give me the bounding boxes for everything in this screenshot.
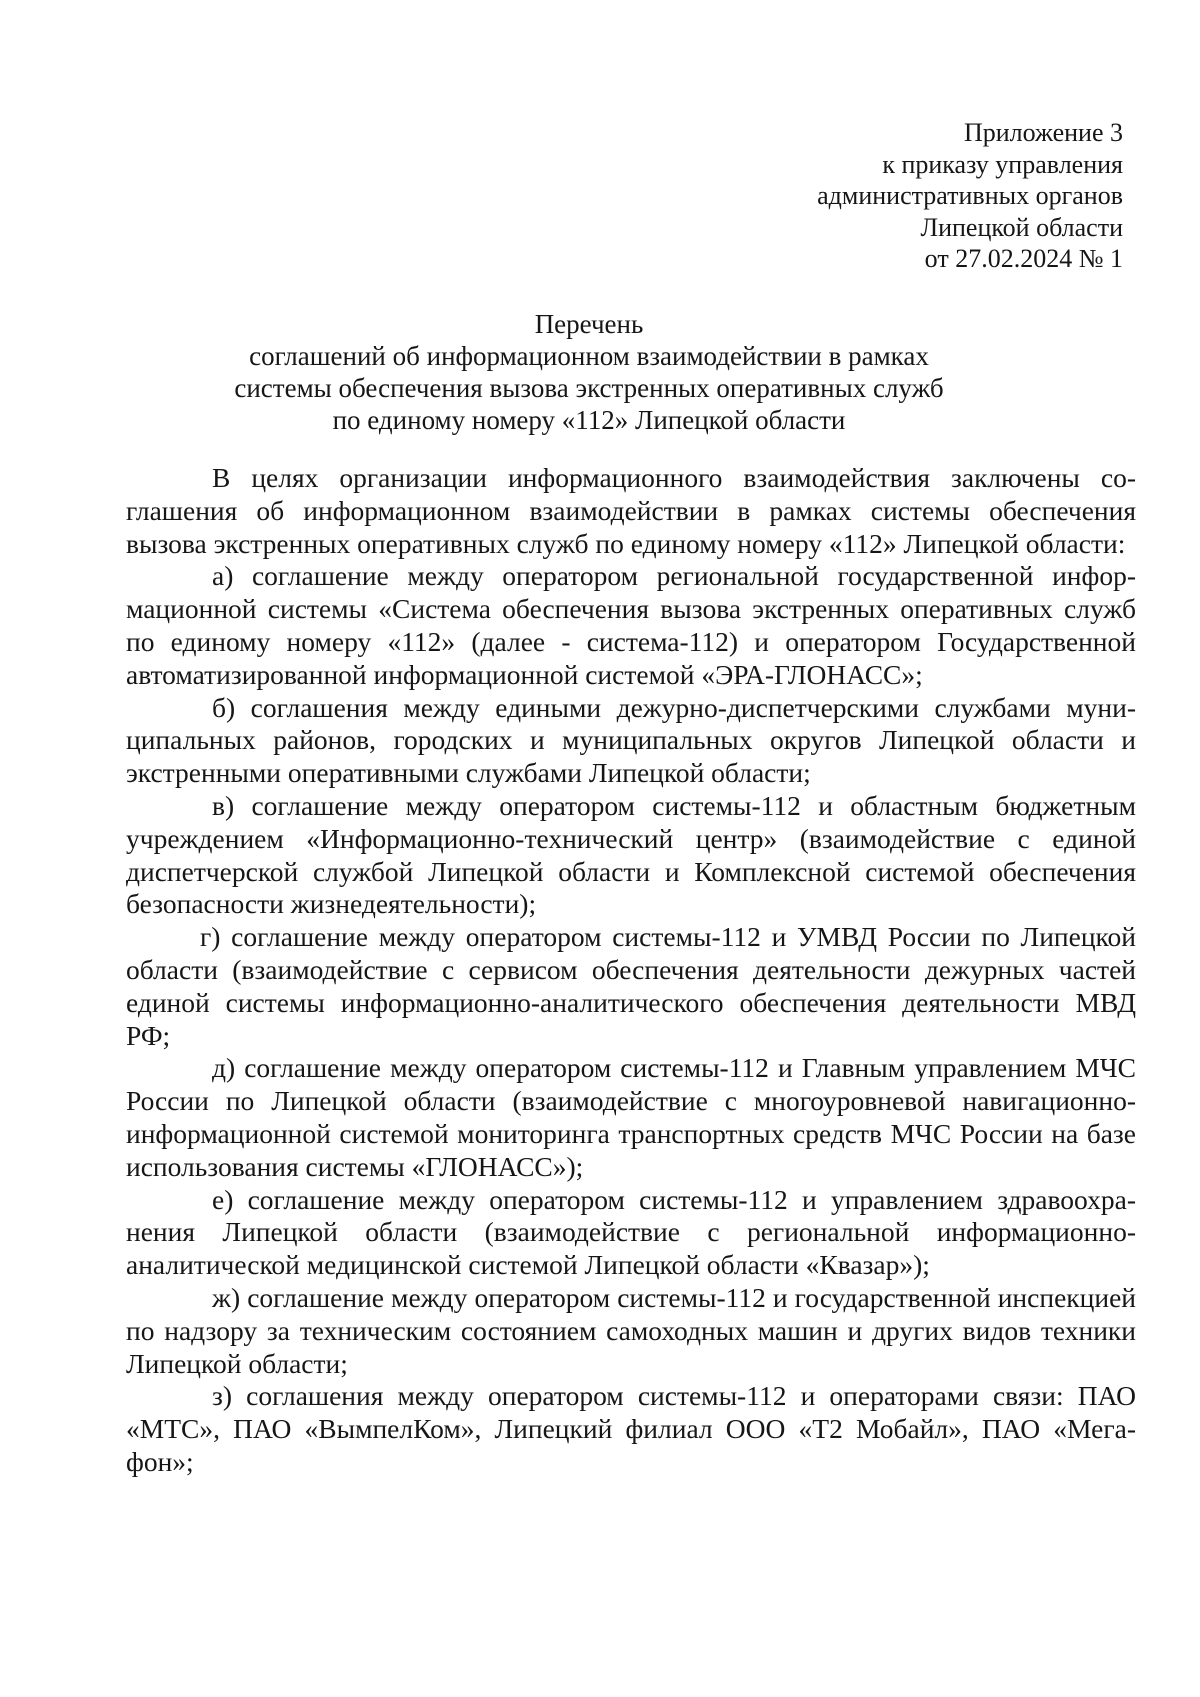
list-item-b: б) соглашения между едиными дежурно-диспетчерскими службами муниципальных районов, городских и муниципальных округов Липецкой области и экстренными оперативными службами Липецкой области; (126, 691, 1136, 789)
list-item-zh: ж) соглашение между оператором системы-112 и государственной инспекцией по надзору за техническим состоянием самоходных машин и других видов техники Липецкой области; (126, 1281, 1136, 1379)
title-line: по единому номеру «112» Липецкой области (332, 405, 846, 435)
list-item-a: а) соглашение между оператором региональной государственной информационной системы «Система обеспечения вызова экстренных оперативных служб по единому номеру «112» (далее - система-112) и оператором Государственной автоматизированной информационной системой «ЭРА-ГЛОНАСС»; (126, 560, 1136, 690)
title-line: Перечень (534, 309, 644, 339)
document-body (126, 462, 1136, 1479)
title-line: системы обеспечения вызова экстренных оперативных служб (234, 373, 944, 403)
list-item-g: г) соглашение между оператором системы-112 и УМВД России по Липецкой области (взаимодействие с сервисом обеспечения деятельности дежурных частей единой системы информационно-аналитического обеспечения деятельности МВД РФ; (126, 921, 1136, 1051)
appendix-line: административных органов (817, 181, 1123, 210)
appendix-line: от 27.02.2024 № 1 (924, 244, 1123, 273)
list-item-e: е) соглашение между оператором системы-112 и управлением здравоохранения Липецкой области (взаимодействие с региональной информационно-аналитической медицинской системой Липецкой области «Квазар»); (126, 1183, 1136, 1281)
appendix-line: Липецкой области (920, 212, 1123, 242)
list-item-z: з) соглашения между оператором системы-112 и операторами связи: ПАО «МТС», ПАО «ВымпелКом», Липецкий филиал ООО «Т2 Мобайл», ПАО «Мегафон»; (126, 1380, 1136, 1477)
appendix-line: к приказу управления (882, 149, 1123, 179)
list-item-d: д) соглашение между оператором системы-112 и Главным управлением МЧС России по Липецкой области (взаимодействие с многоуровневой навигационно-информационной системой мониторинга транспортных средств МЧС России на базе использования системы «ГЛОНАСС»); (126, 1052, 1136, 1182)
appendix-line: Приложение 3 (963, 118, 1123, 147)
appendix-header (817, 117, 1123, 275)
document-title (180, 308, 998, 436)
list-item-v: в) соглашение между оператором системы-112 и областным бюджетным учреждением «Информационно-технический центр» (взаимодействие с единой диспетчерской службой Липецкой области и Комплексной системой обеспечения безопасности жизнедеятельности); (126, 789, 1136, 920)
intro-paragraph: В целях организации информационного взаимодействия заключены соглашения об информационном взаимодействии в рамках системы обеспечения вызова экстренных оперативных служб по единому номеру «112» Липецкой области: (126, 462, 1136, 559)
title-line: соглашений об информационном взаимодействии в рамках (249, 341, 929, 371)
